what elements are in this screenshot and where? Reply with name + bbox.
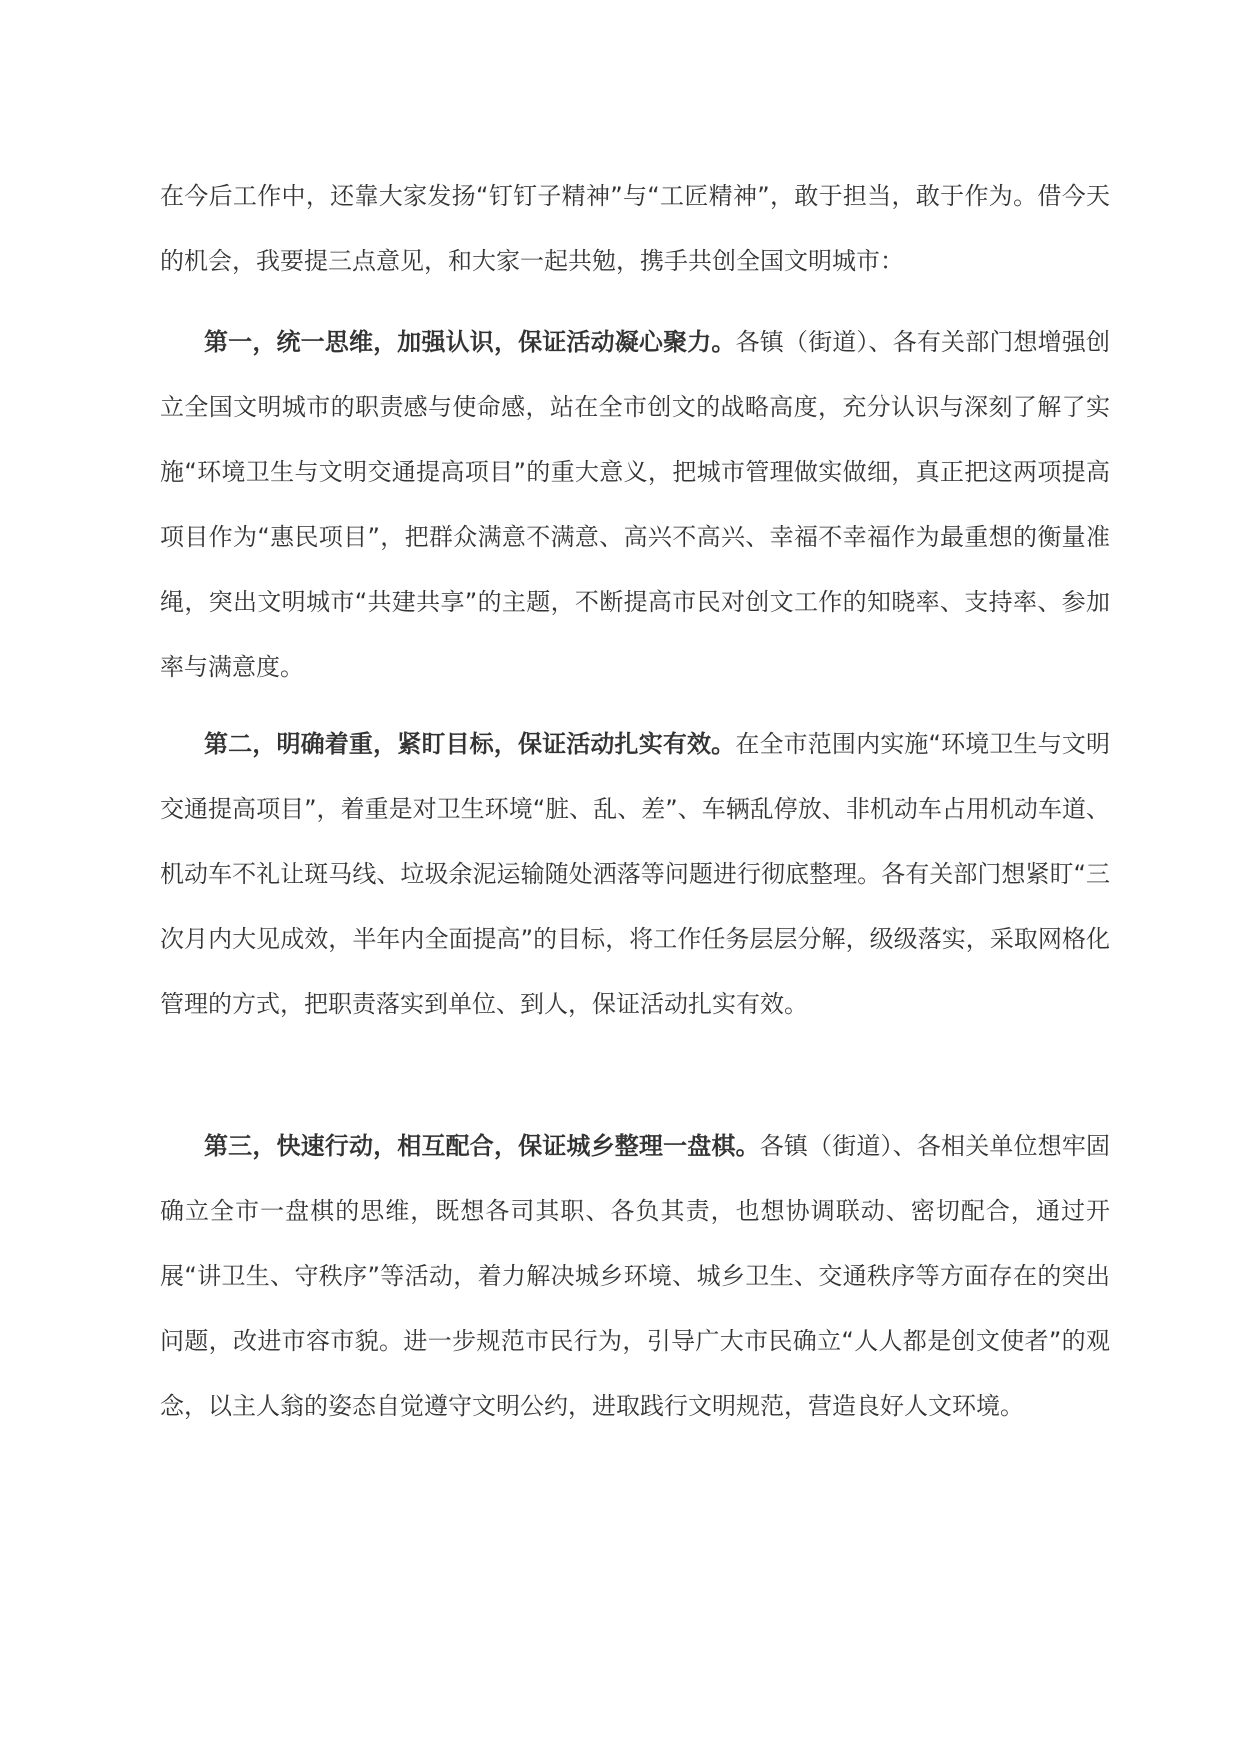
section-two-paragraph (160, 712, 1110, 1037)
intro-paragraph: 在今后工作中，还靠大家发扬“钉钉子精神”与“工匠精神”，敢于担当，敢于作为。借今天的机会，我要提三点意见，和大家一起共勉，携手共创全国文明城市： (160, 182, 1110, 275)
section-two-body: 在全市范围内实施“环境卫生与文明交通提高项目”，着重是对卫生环境“脏、乱、差”、车辆乱停放、非机动车占用机动车道、机动车不礼让斑马线、垃圾余泥运输随处洒落等问题进行彻底整理。各有关部门想紧盯“三次月内大见成效，半年内全面提高”的目标，将工作任务层层分解，级级落实，采取网格化管理的方式，把职责落实到单位、到人，保证活动扎实有效。 (160, 730, 1111, 1018)
section-three-paragraph (160, 1114, 1110, 1439)
section-one-body: 各镇（街道）、各有关部门想增强创立全国文明城市的职责感与使命感，站在全市创文的战略高度，充分认识与深刻了解了实施“环境卫生与文明交通提高项目”的重大意义，把城市管理做实做细，真正把这两项提高项目作为“惠民项目”，把群众满意不满意、高兴不高兴、幸福不幸福作为最重想的衡量准绳，突出文明城市“共建共享”的主题，不断提高市民对创文工作的知晓率、支持率、参加率与满意度。 (160, 328, 1111, 681)
section-one-heading: 第一，统一思维，加强认识，保证活动凝心聚力。 (204, 328, 736, 356)
section-three-heading: 第三，快速行动，相互配合，保证城乡整理一盘棋。 (204, 1132, 760, 1160)
section-two-heading: 第二，明确着重，紧盯目标，保证活动扎实有效。 (204, 730, 736, 758)
section-three-body: 各镇（街道）、各相关单位想牢固确立全市一盘棋的思维，既想各司其职、各负其责，也想协调联动、密切配合，通过开展“讲卫生、守秩序”等活动，着力解决城乡环境、城乡卫生、交通秩序等方面存在的突出问题，改进市容市貌。进一步规范市民行为，引导广大市民确立“人人都是创文使者”的观念，以主人翁的姿态自觉遵守文明公约，进取践行文明规范，营造良好人文环境。 (160, 1132, 1111, 1420)
section-one-paragraph (160, 310, 1110, 700)
